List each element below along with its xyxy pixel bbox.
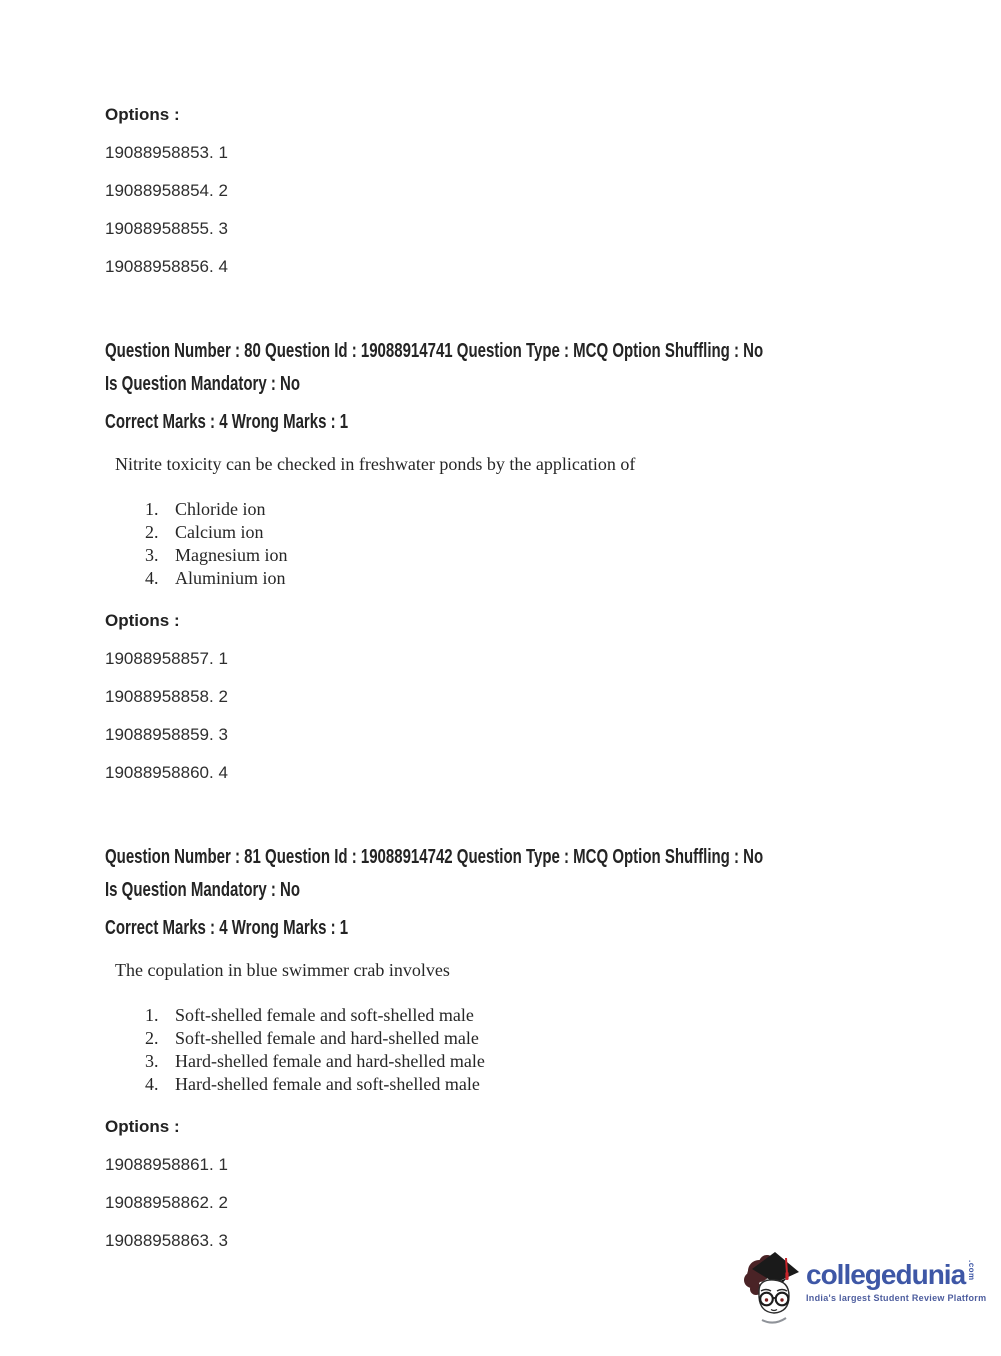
- choice-list: [145, 498, 961, 590]
- choice-number: 3.: [145, 545, 159, 565]
- choice-number: 2.: [145, 522, 159, 542]
- choice-item: [145, 1004, 961, 1027]
- choice-text: Hard-shelled female and hard-shelled male: [175, 1051, 485, 1071]
- option-id-line: 19088958861. 1: [105, 1155, 228, 1174]
- choice-text: Soft-shelled female and hard-shelled male: [175, 1028, 479, 1048]
- option-id-line: 19088958856. 4: [105, 257, 228, 276]
- question-meta-line: Question Number : 81 Question Id : 19088914742 Question Type : MCQ Option Shuffling : No: [105, 846, 764, 868]
- option-id-line: 19088958853. 1: [105, 143, 228, 162]
- collegedunia-mascot-icon: [742, 1248, 804, 1328]
- choice-item: [145, 521, 961, 544]
- brand-name: collegedunia: [806, 1259, 966, 1290]
- question-81: [105, 845, 961, 1253]
- choice-text: Magnesium ion: [175, 545, 288, 565]
- choice-item: [145, 1027, 961, 1050]
- option-id-line: 19088958863. 3: [105, 1231, 228, 1250]
- options-heading: Options :: [105, 1117, 180, 1136]
- choice-item: [145, 544, 961, 567]
- collegedunia-logo[interactable]: [742, 1248, 992, 1332]
- question-text: Nitrite toxicity can be checked in freshwater ponds by the application of: [115, 454, 636, 474]
- question-meta-line: Question Number : 80 Question Id : 19088914741 Question Type : MCQ Option Shuffling : No: [105, 340, 764, 362]
- options-block-top: [105, 103, 961, 279]
- question-80: [105, 339, 961, 785]
- choice-number: 2.: [145, 1028, 159, 1048]
- choice-number: 1.: [145, 499, 159, 519]
- choice-item: [145, 1050, 961, 1073]
- question-text: The copulation in blue swimmer crab involves: [115, 960, 450, 980]
- question-meta-line: Is Question Mandatory : No: [105, 879, 301, 901]
- question-meta-line: Correct Marks : 4 Wrong Marks : 1: [105, 917, 349, 939]
- option-id-line: 19088958860. 4: [105, 763, 228, 782]
- question-meta-line: Correct Marks : 4 Wrong Marks : 1: [105, 411, 349, 433]
- option-id-line: 19088958858. 2: [105, 687, 228, 706]
- choice-text: Aluminium ion: [175, 568, 286, 588]
- choice-text: Chloride ion: [175, 499, 266, 519]
- choice-number: 1.: [145, 1005, 159, 1025]
- option-id-line: 19088958857. 1: [105, 649, 228, 668]
- choice-item: [145, 1073, 961, 1096]
- brand-row: [806, 1260, 986, 1290]
- brand-tagline: India's largest Student Review Platform: [806, 1293, 987, 1303]
- choice-number: 4.: [145, 568, 159, 588]
- logo-text: [806, 1260, 986, 1303]
- option-id-line: 19088958854. 2: [105, 181, 228, 200]
- choice-item: [145, 567, 961, 590]
- options-heading: Options :: [105, 611, 180, 630]
- brand-domain-suffix: .com: [967, 1260, 977, 1281]
- choice-number: 4.: [145, 1074, 159, 1094]
- choice-text: Calcium ion: [175, 522, 264, 542]
- choice-text: Hard-shelled female and soft-shelled male: [175, 1074, 480, 1094]
- choice-item: [145, 498, 961, 521]
- options-heading: Options :: [105, 105, 180, 124]
- choice-text: Soft-shelled female and soft-shelled male: [175, 1005, 474, 1025]
- question-meta-line: Is Question Mandatory : No: [105, 373, 301, 395]
- choice-number: 3.: [145, 1051, 159, 1071]
- choice-list: [145, 1004, 961, 1096]
- option-id-line: 19088958859. 3: [105, 725, 228, 744]
- option-id-line: 19088958855. 3: [105, 219, 228, 238]
- option-id-line: 19088958862. 2: [105, 1193, 228, 1212]
